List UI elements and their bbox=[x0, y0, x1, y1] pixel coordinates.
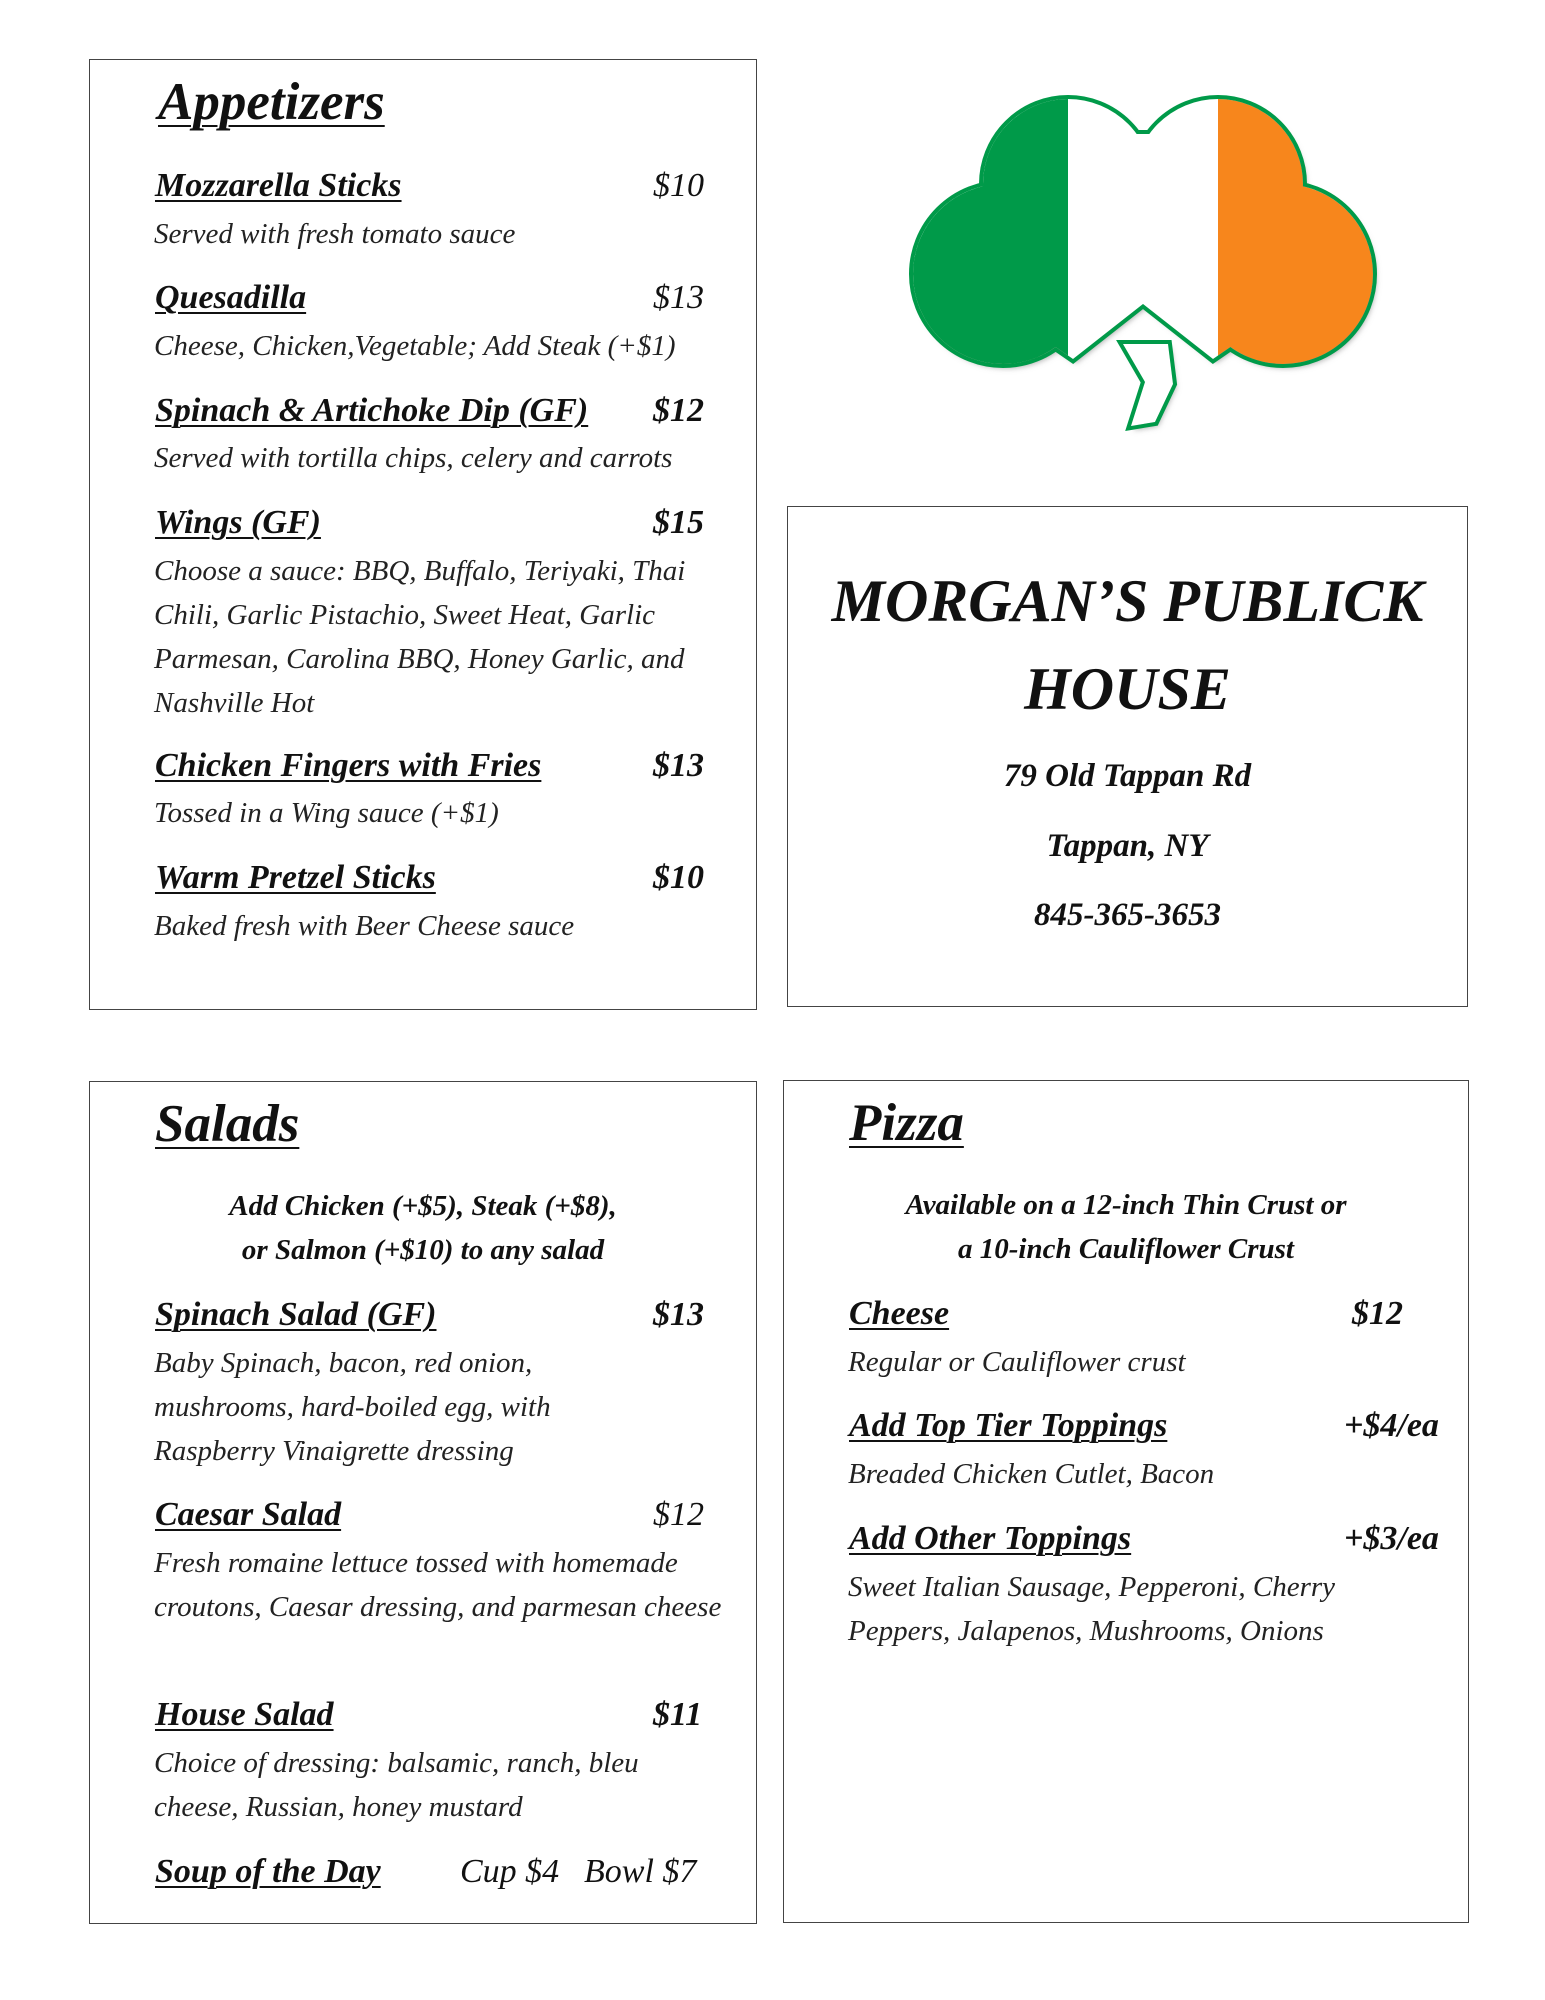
menu-item-price: $10 bbox=[653, 167, 704, 204]
soup-name: Soup of the Day bbox=[155, 1853, 381, 1890]
menu-item-description: Sweet Italian Sausage, Pepperoni, Cherry Peppers, Jalapenos, Mushrooms, Onions bbox=[848, 1571, 1336, 1647]
menu-item-description: Baby Spinach, bacon, red onion, mushrooms, hard-boiled egg, with Raspberry Vinaigrette dressing bbox=[154, 1347, 551, 1467]
restaurant-name-line2: HOUSE bbox=[1024, 656, 1231, 722]
menu-item-name: Cheese bbox=[849, 1295, 950, 1332]
menu-item-name: Mozzarella Sticks bbox=[155, 167, 402, 204]
menu-item-price: +$3/ea bbox=[1344, 1520, 1439, 1557]
menu-item-price: $13 bbox=[653, 747, 704, 784]
menu-item-price: $13 bbox=[653, 1296, 704, 1333]
menu-item-description: Choose a sauce: BBQ, Buffalo, Teriyaki, Thai Chili, Garlic Pistachio, Sweet Heat, Garlic Parmesan, Carolina BBQ, Honey Garlic, and Nashville Hot bbox=[154, 555, 686, 719]
menu-item-price: $12 bbox=[1352, 1295, 1403, 1332]
menu-item-name: Chicken Fingers with Fries bbox=[155, 747, 542, 784]
appetizers-title: Appetizers bbox=[158, 73, 385, 131]
menu-item-name: Spinach Salad (GF) bbox=[155, 1296, 437, 1333]
salads-title: Salads bbox=[155, 1095, 300, 1153]
menu-item-name: Wings (GF) bbox=[155, 504, 321, 541]
menu-item-price: $12 bbox=[653, 1496, 704, 1533]
restaurant-info-box bbox=[787, 506, 1468, 1007]
appetizers-section bbox=[89, 59, 757, 1010]
shamrock-icon bbox=[883, 74, 1403, 444]
salads-section bbox=[89, 1081, 757, 1924]
menu-item-price: $15 bbox=[653, 504, 704, 541]
menu-item-price: +$4/ea bbox=[1344, 1407, 1439, 1444]
menu-item-price: $10 bbox=[653, 859, 704, 896]
restaurant-name-line1: MORGAN’S PUBLICK bbox=[831, 568, 1424, 634]
menu-item-description: Breaded Chicken Cutlet, Bacon bbox=[848, 1458, 1215, 1490]
pizza-section bbox=[783, 1080, 1469, 1923]
restaurant-city: Tappan, NY bbox=[1046, 828, 1209, 864]
menu-item-description: Cheese, Chicken,Vegetable; Add Steak (+$1) bbox=[154, 330, 676, 362]
pizza-note-line1: Available on a 12-inch Thin Crust or bbox=[905, 1189, 1347, 1221]
menu-item-description: Choice of dressing: balsamic, ranch, bleu cheese, Russian, honey mustard bbox=[154, 1747, 639, 1823]
menu-item-name: Add Top Tier Toppings bbox=[849, 1407, 1168, 1444]
menu-item-name: Quesadilla bbox=[155, 279, 307, 316]
pizza-title: Pizza bbox=[849, 1094, 964, 1152]
restaurant-address: 79 Old Tappan Rd bbox=[1003, 758, 1252, 794]
menu-item-name: Caesar Salad bbox=[155, 1496, 342, 1533]
menu-item-description: Served with fresh tomato sauce bbox=[154, 218, 516, 250]
soup-cup-price: Cup $4 bbox=[460, 1853, 560, 1890]
menu-item-description: Served with tortilla chips, celery and carrots bbox=[154, 442, 673, 474]
pizza-note-line2: a 10-inch Cauliflower Crust bbox=[958, 1233, 1294, 1265]
salads-add-note bbox=[90, 1184, 756, 1272]
menu-item-name: Warm Pretzel Sticks bbox=[155, 859, 436, 896]
restaurant-name bbox=[788, 557, 1467, 733]
menu-item-description: Fresh romaine lettuce tossed with homemade croutons, Caesar dressing, and parmesan cheese bbox=[154, 1547, 722, 1623]
menu-item-description: Baked fresh with Beer Cheese sauce bbox=[154, 910, 575, 942]
menu-item-price: $13 bbox=[653, 279, 704, 316]
salads-note-line2: or Salmon (+$10) to any salad bbox=[241, 1234, 605, 1266]
menu-item-description: Tossed in a Wing sauce (+$1) bbox=[154, 797, 499, 829]
soup-bowl-price: Bowl $7 bbox=[584, 1853, 697, 1890]
menu-item-price: $12 bbox=[653, 392, 704, 429]
salads-note-line1: Add Chicken (+$5), Steak (+$8), bbox=[229, 1190, 617, 1222]
menu-item-name: House Salad bbox=[155, 1696, 334, 1733]
menu-item-price: $11 bbox=[653, 1696, 703, 1733]
menu-item-name: Add Other Toppings bbox=[849, 1520, 1132, 1557]
pizza-crust-note bbox=[784, 1183, 1468, 1271]
menu-item-description: Regular or Cauliflower crust bbox=[848, 1346, 1186, 1378]
menu-item-name: Spinach & Artichoke Dip (GF) bbox=[155, 392, 589, 429]
restaurant-phone: 845-365-3653 bbox=[1034, 897, 1221, 933]
